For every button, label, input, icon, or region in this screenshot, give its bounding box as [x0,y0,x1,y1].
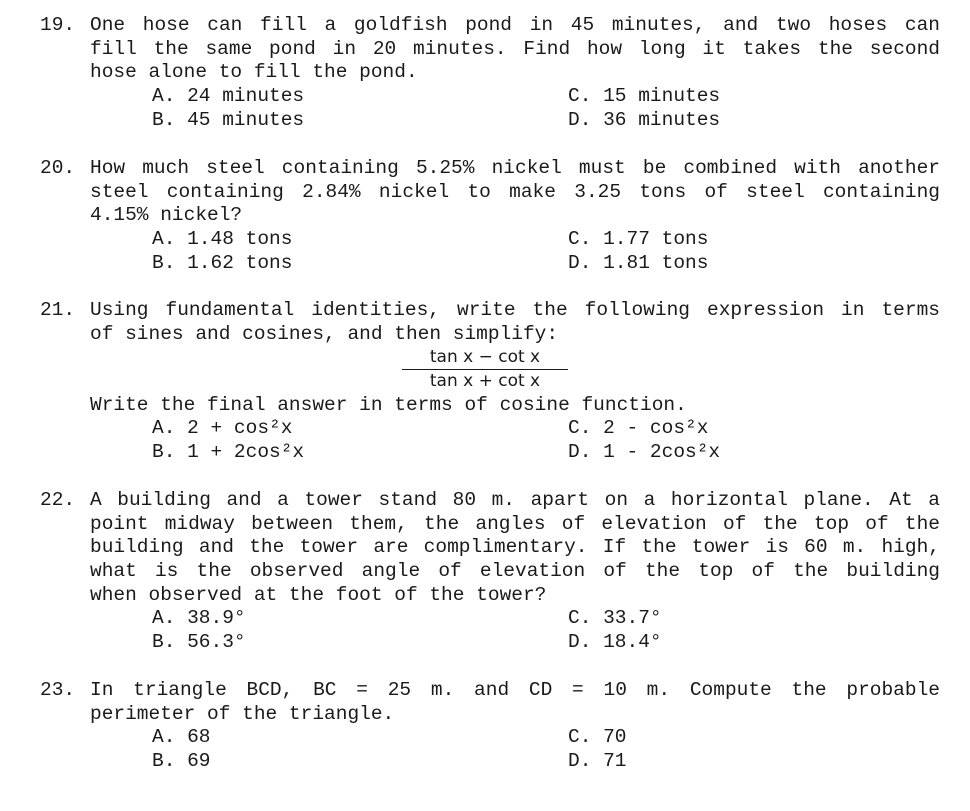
choice-b: B. 45 minutes [152,108,305,131]
choice-a: A. 2 + cos²x [152,417,293,440]
question-text: A building and a tower stand 80 m. apart on a horizontal plane. At a [90,489,940,511]
question-21-line-1 [40,299,940,323]
question-text: Write the final answer in terms of cosine function. [90,393,687,416]
choice-b: B. 1 + 2cos²x [152,441,305,464]
question-text: 4.15% nickel? [90,204,243,227]
question-text: How much steel containing 5.25% nickel must be combined with another [90,157,940,179]
question-number: 23. [40,679,76,701]
question-19-line-1 [40,14,940,38]
answer-choices [40,228,940,275]
choice-c: C. 1.77 tons [568,228,709,251]
choice-d: D. 71 [568,750,627,773]
question-22 [40,489,940,655]
question-text: steel containing 2.84% nickel to make 3.25 tons of steel containing [90,180,940,203]
answer-choices [40,607,940,654]
answer-choices [40,726,940,773]
question-20 [40,157,940,275]
choice-b: B. 1.62 tons [152,251,293,274]
question-text: building and the tower are complimentary. If the tower is 60 m. high, [90,536,940,559]
question-text: perimeter of the triangle. [90,702,395,725]
fraction-expression [40,346,940,393]
question-19 [40,14,940,132]
choice-c: C. 2 - cos²x [568,417,709,440]
question-text: point midway between them, the angles of elevation of the top of the [90,512,940,535]
question-text: hose alone to fill the pond. [90,61,418,84]
choice-a: A. 1.48 tons [152,228,293,251]
fraction-numerator: tan x − cot x [429,347,541,368]
choice-a: A. 38.9° [152,607,246,630]
question-text: One hose can fill a goldfish pond in 45 minutes, and two hoses can [90,14,940,36]
question-text: fill the same pond in 20 minutes. Find how long it takes the second [90,37,940,60]
choice-d: D. 1 - 2cos²x [568,441,721,464]
choice-c: C. 33.7° [568,607,662,630]
choice-c: C. 15 minutes [568,85,721,108]
question-22-line-1 [40,489,940,513]
question-text: Using fundamental identities, write the following expression in terms [90,299,940,321]
answer-choices [40,417,940,464]
fraction-denominator: tan x + cot x [429,371,541,392]
question-number: 21. [40,299,76,321]
question-number: 22. [40,489,76,511]
choice-a: A. 68 [152,726,211,749]
choice-d: D. 1.81 tons [568,251,709,274]
question-text: In triangle BCD, BC = 25 m. and CD = 10 m. Compute the probable [90,679,940,701]
question-text: of sines and cosines, and then simplify: [90,322,559,345]
choice-a: A. 24 minutes [152,85,305,108]
choice-d: D. 36 minutes [568,108,721,131]
question-23-line-1 [40,679,940,703]
question-20-line-1 [40,157,940,181]
choice-d: D. 18.4° [568,631,662,654]
question-number: 19. [40,14,76,36]
question-text: what is the observed angle of elevation of the top of the building [90,560,940,583]
choice-b: B. 56.3° [152,631,246,654]
choice-b: B. 69 [152,750,211,773]
question-21 [40,299,940,465]
choice-c: C. 70 [568,726,627,749]
answer-choices [40,85,940,132]
question-number: 20. [40,157,76,179]
question-23 [40,679,940,774]
question-text: when observed at the foot of the tower? [90,583,547,606]
